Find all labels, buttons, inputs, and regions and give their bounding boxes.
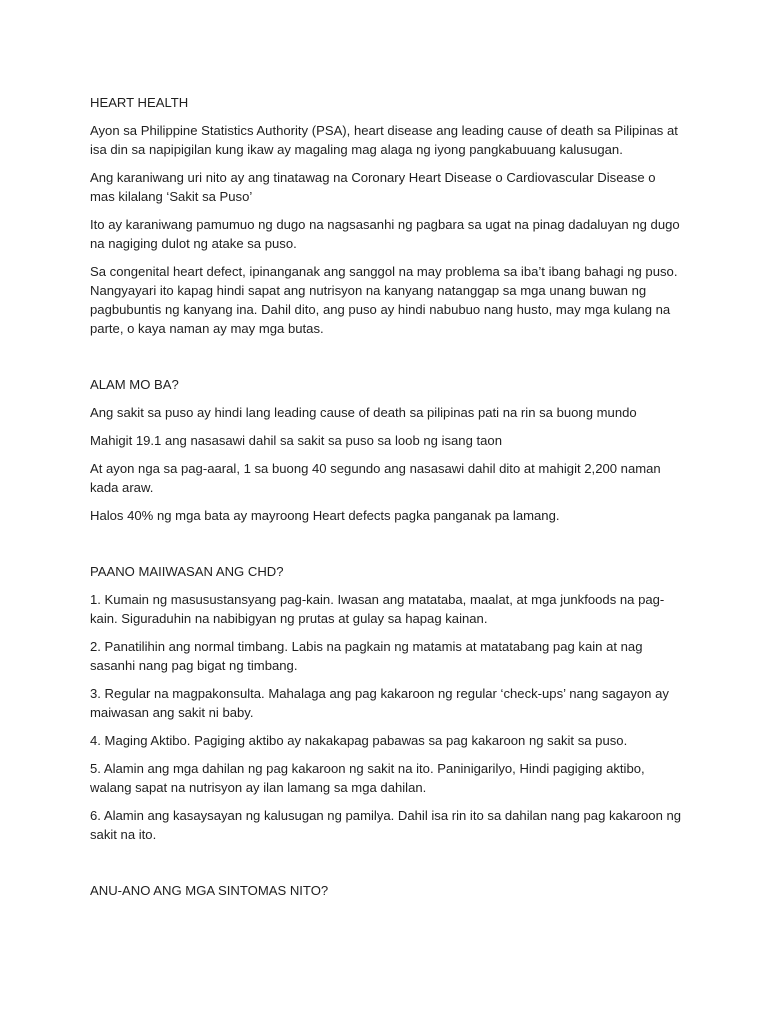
section-alam-mo-ba [90,375,682,525]
section-paano-maiiwasan [90,562,682,844]
section-heart-health [90,93,682,338]
list-item: 2. Panatilihin ang normal timbang. Labis na pagkain ng matamis at matatabang pag kain at nag sasanhi nang pag bigat ng timbang. [90,639,643,673]
paragraph: Ang sakit sa puso ay hindi lang leading cause of death sa pilipinas pati na rin sa buong mundo [90,405,637,420]
paragraph: At ayon nga sa pag-aaral, 1 sa buong 40 segundo ang nasasawi dahil dito at mahigit 2,200 naman kada araw. [90,461,661,495]
paragraph: Ito ay karaniwang pamumuo ng dugo na nagsasanhi ng pagbara sa ugat na pinag dadaluyan ng dugo na nagiging dulot ng atake sa puso. [90,217,680,251]
section-heading: PAANO MAIIWASAN ANG CHD? [90,564,284,579]
section-spacer [90,347,682,375]
section-spacer [90,853,682,881]
section-heading: HEART HEALTH [90,95,189,110]
list-item: 1. Kumain ng masusustansyang pag-kain. Iwasan ang matataba, maalat, at mga junkfoods na pag-kain. Siguraduhin na nabibigyan ng prutas at gulay sa hapag kainan. [90,592,665,626]
paragraph: Halos 40% ng mga bata ay mayroong Heart defects pagka panganak pa lamang. [90,508,560,523]
paragraph: Sa congenital heart defect, ipinanganak ang sanggol na may problema sa iba’t ibang bahagi ng puso. Nangyayari ito kapag hindi sapat ang nutrisyon na kanyang natanggap sa mga unang buwan ng pagbubuntis ng kanyang ina. Dahil dito, ang puso ay hindi nabubuo nang husto, may mga kulang na parte, o kaya naman ay may mga butas. [90,264,678,336]
list-item: 5. Alamin ang mga dahilan ng pag kakaroon ng sakit na ito. Paninigarilyo, Hindi pagiging aktibo, walang sapat na nutrisyon ay ilan lamang sa mga dahilan. [90,761,645,795]
section-heading: ALAM MO BA? [90,377,179,392]
paragraph: Ayon sa Philippine Statistics Authority (PSA), heart disease ang leading cause of death sa Pilipinas at isa din sa napipigilan kung ikaw ay magaling mag alaga ng iyong pangkabuuang kalusugan. [90,123,678,157]
section-heading: ANU-ANO ANG MGA SINTOMAS NITO? [90,883,329,898]
list-item: 4. Maging Aktibo. Pagiging aktibo ay nakakapag pabawas sa pag kakaroon ng sakit sa puso. [90,733,628,748]
paragraph: Ang karaniwang uri nito ay ang tinatawag na Coronary Heart Disease o Cardiovascular Disease o mas kilalang ‘Sakit sa Puso’ [90,170,656,204]
section-sintomas [90,881,682,900]
document-page [90,93,682,909]
paragraph: Mahigit 19.1 ang nasasawi dahil sa sakit sa puso sa loob ng isang taon [90,433,502,448]
list-item: 6. Alamin ang kasaysayan ng kalusugan ng pamilya. Dahil isa rin ito sa dahilan nang pag kakaroon ng sakit na ito. [90,808,682,842]
list-item: 3. Regular na magpakonsulta. Mahalaga ang pag kakaroon ng regular ‘check-ups’ nang sagayon ay maiwasan ang sakit ni baby. [90,686,669,720]
section-spacer [90,534,682,562]
